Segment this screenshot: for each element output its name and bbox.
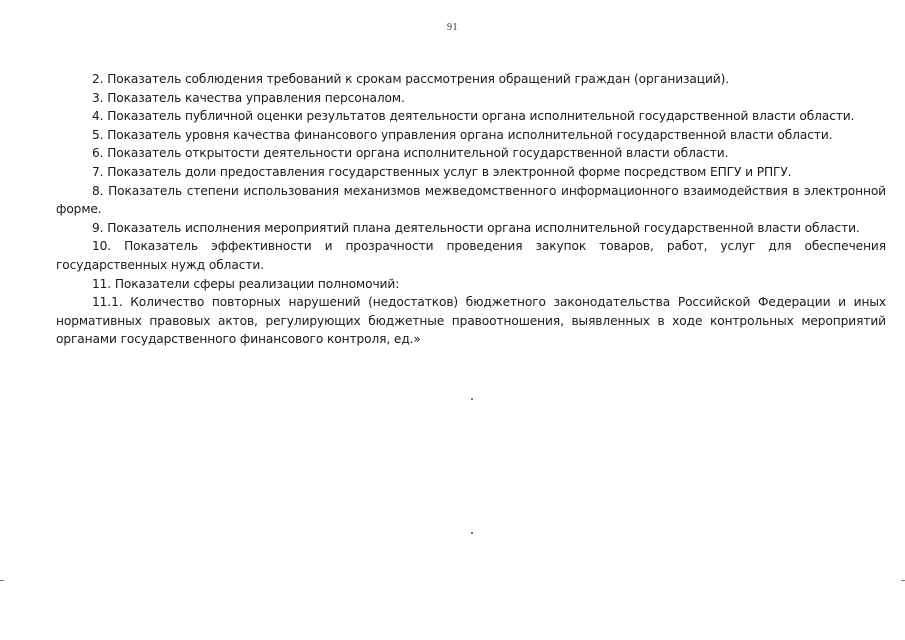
paragraph-3-personnel: 3. Показатель качества управления персоналом.: [92, 90, 405, 105]
paragraph-11-1-budget-violations: 11.1. Количество повторных нарушений (недостатков) бюджетного законодательства Российской Федерации и иных нормативных правовых актов, регулирующих бюджетные правоотношения, выявленных в ходе контрольных мероприятий органами государственного финансового контроля, ед.»: [56, 295, 886, 347]
paragraph-2-complaints: 2. Показатель соблюдения требований к срокам рассмотрения обращений граждан (организаций).: [92, 72, 730, 86]
paragraph-10-procurement: 10. Показатель эффективности и прозрачности проведения закупок товаров, работ, услуг для обеспечения государственных нужд области.: [56, 239, 886, 272]
paragraph-9-activity-plan: 9. Показатель исполнения мероприятий плана деятельности органа исполнительной государственной власти области.: [92, 220, 860, 235]
paragraph-6-openness: 6. Показатель открытости деятельности органа исполнительной государственной власти области.: [92, 146, 729, 161]
scan-edge-mark: [0, 580, 4, 581]
paragraph-4-public-evaluation: 4. Показатель публичной оценки результатов деятельности органа исполнительной государственной власти области.: [92, 109, 855, 124]
scan-speck: [471, 532, 473, 534]
paragraph-5-financial-management: 5. Показатель уровня качества финансового управления органа исполнительной государственной власти области.: [92, 127, 833, 142]
paragraph-7-electronic-services: 7. Показатель доли предоставления государственных услуг в электронной форме посредством ЕПГУ и РПГУ.: [92, 164, 792, 179]
scan-speck: [471, 398, 473, 400]
document-body: [56, 70, 886, 349]
scan-edge-mark: [901, 580, 905, 581]
page-number: 91: [447, 22, 458, 33]
paragraph-8-interagency: 8. Показатель степени использования механизмов межведомственного информационного взаимодействия в электронной форме.: [56, 183, 886, 217]
paragraph-11-authority-scope: 11. Показатели сферы реализации полномочий:: [92, 276, 400, 291]
